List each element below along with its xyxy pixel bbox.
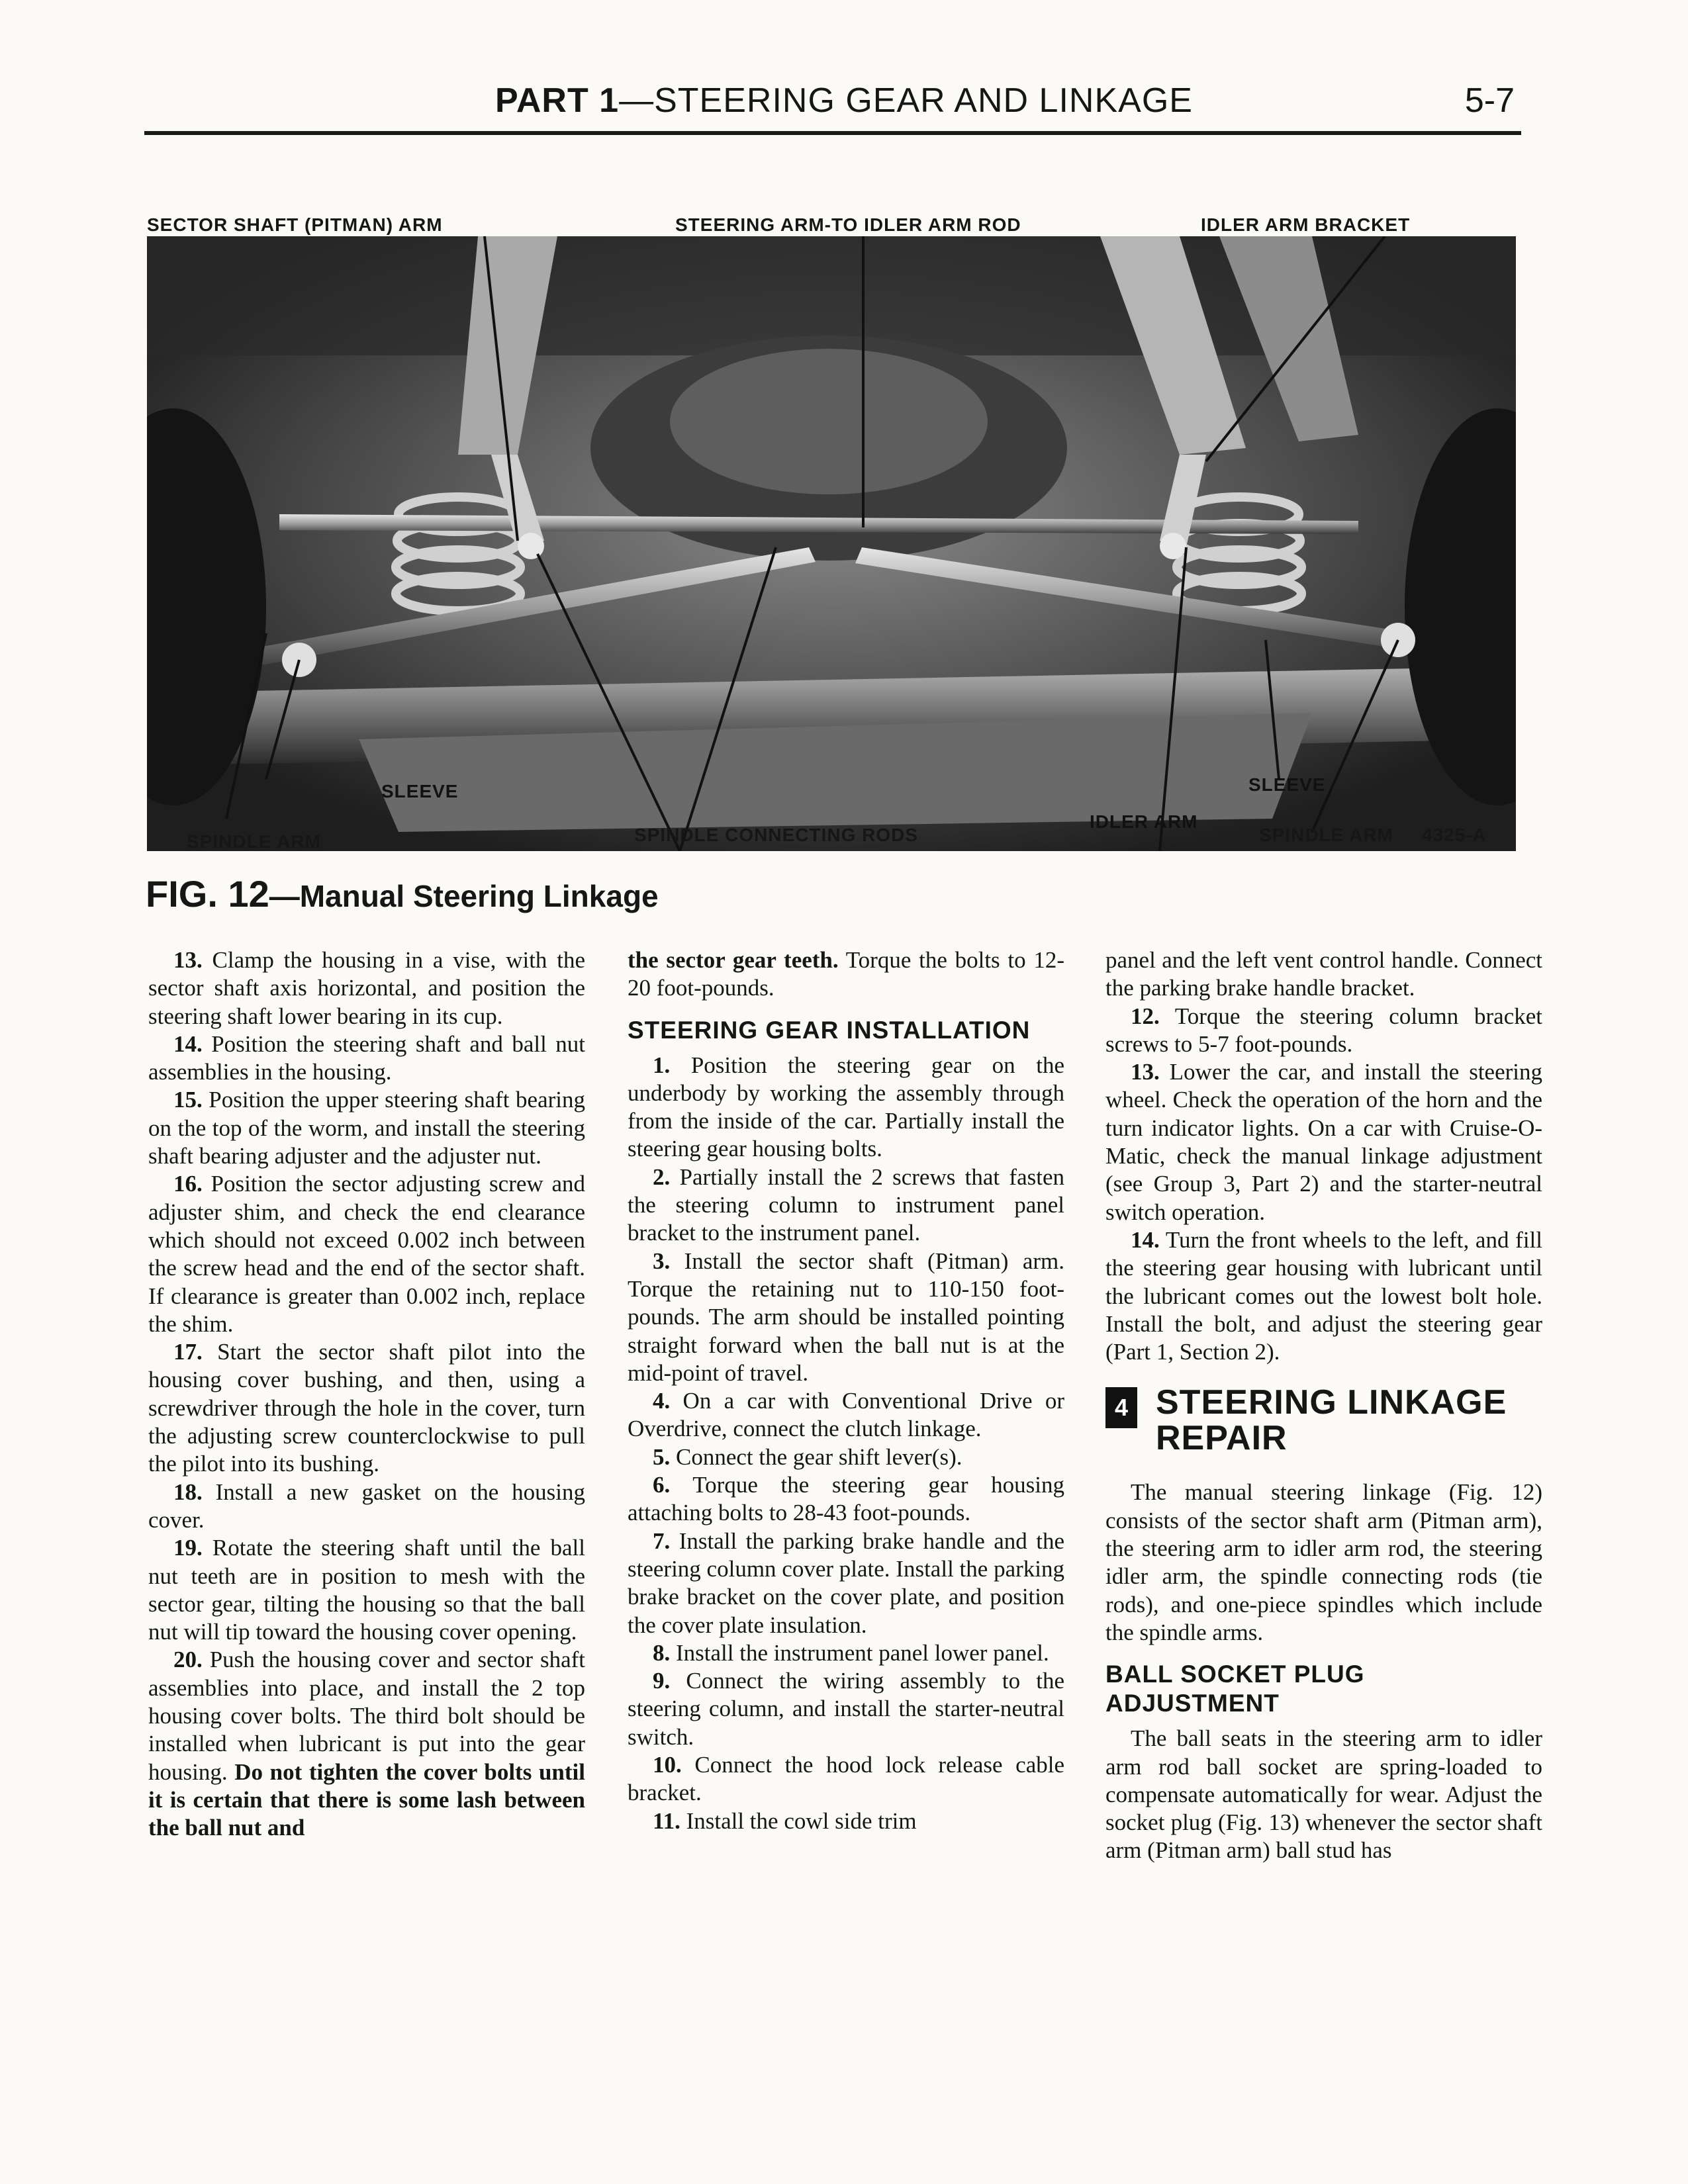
install-step-6: 6. Torque the steering gear housing attaching bolts to 28-43 foot-pounds. xyxy=(628,1472,1064,1526)
install-step-4: 4. On a car with Conventional Drive or Overdrive, connect the clutch linkage. xyxy=(628,1388,1064,1442)
step-15-paragraph: 15. Position the upper steering shaft bearing on the top of the worm, and install the steering shaft bearing adjuster and the adjuster nut. xyxy=(148,1087,585,1169)
ball-socket-plug-heading: BALL SOCKET PLUG ADJUSTMENT xyxy=(1105,1661,1365,1717)
section-title: STEERING LINKAGE REPAIR xyxy=(1156,1383,1507,1458)
install-step-13: 13. Lower the car, and install the steering wheel. Check the operation of the horn and the turn indicator lights. On a car with Cruise-O-Matic, check the manual linkage adjustment (see Group 3, Part 2) and the starter-neutral switch operation. xyxy=(1105,1059,1542,1225)
figure-caption xyxy=(146,872,659,915)
text-column-3 xyxy=(1105,946,1542,1865)
install-step-5: 5. Connect the gear shift lever(s). xyxy=(653,1443,962,1470)
label-sector-shaft-arm: SECTOR SHAFT (PITMAN) ARM xyxy=(147,214,443,235)
ball-socket-paragraph: The ball seats in the steering arm to idler arm rod ball socket are spring-loaded to compensate automatically for wear. Adjust the socket plug (Fig. 13) whenever the sector shaft arm (Pitman arm) ball stud has xyxy=(1105,1725,1542,1864)
figure-code: 4325-A xyxy=(1422,825,1487,845)
step-16-paragraph: 16. Position the sector adjusting screw and adjuster shim, and check the end clearance which should not exceed 0.002 inch between the screw head and the end of the sector shaft. If clearance is greater than 0.002 inch, replace the shim. xyxy=(148,1171,585,1337)
label-sleeve-right: SLEEVE xyxy=(1248,774,1326,795)
step-18-paragraph: 18. Install a new gasket on the housing cover. xyxy=(148,1479,585,1533)
label-idler-arm: IDLER ARM xyxy=(1090,811,1198,832)
label-spindle-arm-right: SPINDLE ARM xyxy=(1259,825,1393,845)
step-17-paragraph: 17. Start the sector shaft pilot into the housing cover bushing, and then, using a screwdriver through the hole in the cover, turn the adjusting screw counterclockwise to pull the pilot into its bushing. xyxy=(148,1339,585,1477)
page-header-title xyxy=(0,81,1688,120)
steering-linkage-photo-illustration xyxy=(147,236,1516,851)
step-20-continuation: the sector gear teeth. Torque the bolts to 12-20 foot-pounds. xyxy=(628,947,1065,1001)
label-idler-arm-bracket: IDLER ARM BRACKET xyxy=(1201,214,1411,235)
install-step-10: 10. Connect the hood lock release cable bracket. xyxy=(628,1752,1064,1806)
label-sleeve-left: SLEEVE xyxy=(381,781,459,801)
label-steering-arm-rod: STEERING ARM-TO IDLER ARM ROD xyxy=(675,214,1021,235)
step-11-continuation: panel and the left vent control handle. Connect the parking brake handle bracket. xyxy=(1105,947,1542,1001)
step-20-paragraph: 20. Push the housing cover and sector shaft assemblies into place, and install the 2 top housing cover bolts. The third bolt should be installed when lubricant is put into the gear housing. Do not tighten the cover bolts until it is certain that there is some lash between the ball nut and xyxy=(148,1647,585,1841)
header-part-prefix: PART 1 xyxy=(495,81,620,120)
figure-caption-text: —Manual Steering Linkage xyxy=(269,879,659,913)
step-14-paragraph: 14. Position the steering shaft and ball nut assemblies in the housing. xyxy=(148,1030,585,1085)
step-20-warning: Do not tighten the cover bolts until it is certain that there is some lash between the ball nut and xyxy=(148,1758,585,1841)
linkage-intro-paragraph: The manual steering linkage (Fig. 12) consists of the sector shaft arm (Pitman arm), the steering arm to idler arm rod, the steering idler arm, the spindle connecting rods (tie rods), and one-piece spindles which include the spindle arms. xyxy=(1105,1479,1542,1645)
install-step-7: 7. Install the parking brake handle and the steering column cover plate. Install the parking brake bracket on the cover plate, and position the cover plate insulation. xyxy=(628,1527,1064,1638)
install-step-12: 12. Torque the steering column bracket screws to 5-7 foot-pounds. xyxy=(1105,1003,1542,1057)
text-column-1 xyxy=(148,946,585,1843)
install-step-2: 2. Partially install the 2 screws that fasten the steering column to instrument panel bracket to the instrument panel. xyxy=(628,1163,1064,1246)
install-step-3: 3. Install the sector shaft (Pitman) arm. Torque the retaining nut to 110-150 foot-pounds. The arm should be installed pointing straight forward when the ball nut is at the mid-point of travel. xyxy=(628,1248,1064,1386)
figure-photo xyxy=(147,236,1516,851)
label-spindle-arm-left: SPINDLE ARM xyxy=(187,831,321,852)
text-column-2 xyxy=(628,946,1064,1835)
install-step-8: 8. Install the instrument panel lower panel. xyxy=(653,1639,1049,1666)
install-step-11: 11. Install the cowl side trim xyxy=(653,1807,917,1834)
section-4-heading xyxy=(1105,1385,1542,1456)
install-step-14: 14. Turn the front wheels to the left, and fill the steering gear housing with lubricant until the lubricant comes out the lowest bolt hole. Install the bolt, and adjust the steering gear (Part 1, Section 2). xyxy=(1105,1226,1542,1365)
label-spindle-connecting-rods: SPINDLE CONNECTING RODS xyxy=(634,825,919,845)
install-step-9: 9. Connect the wiring assembly to the steering column, and install the starter-neutral switch. xyxy=(628,1668,1064,1750)
page-number: 5-7 xyxy=(1464,81,1515,120)
install-step-1: 1. Position the steering gear on the underbody by working the assembly through from the inside of the car. Partially install the steering gear housing bolts. xyxy=(628,1052,1064,1162)
step-13-paragraph: 13. Clamp the housing in a vise, with the sector shaft axis horizontal, and position the steering shaft lower bearing in its cup. xyxy=(148,947,585,1029)
header-part-title: —STEERING GEAR AND LINKAGE xyxy=(619,81,1193,120)
figure-caption-number: FIG. 12 xyxy=(146,873,269,915)
section-number-badge: 4 xyxy=(1105,1387,1137,1428)
step-19-paragraph: 19. Rotate the steering shaft until the ball nut teeth are in position to mesh with the sector gear, tilting the housing so that the ball nut will tip toward the housing cover opening. xyxy=(148,1535,585,1645)
steering-gear-installation-heading: STEERING GEAR INSTALLATION xyxy=(628,1016,1031,1044)
header-rule xyxy=(144,131,1521,135)
